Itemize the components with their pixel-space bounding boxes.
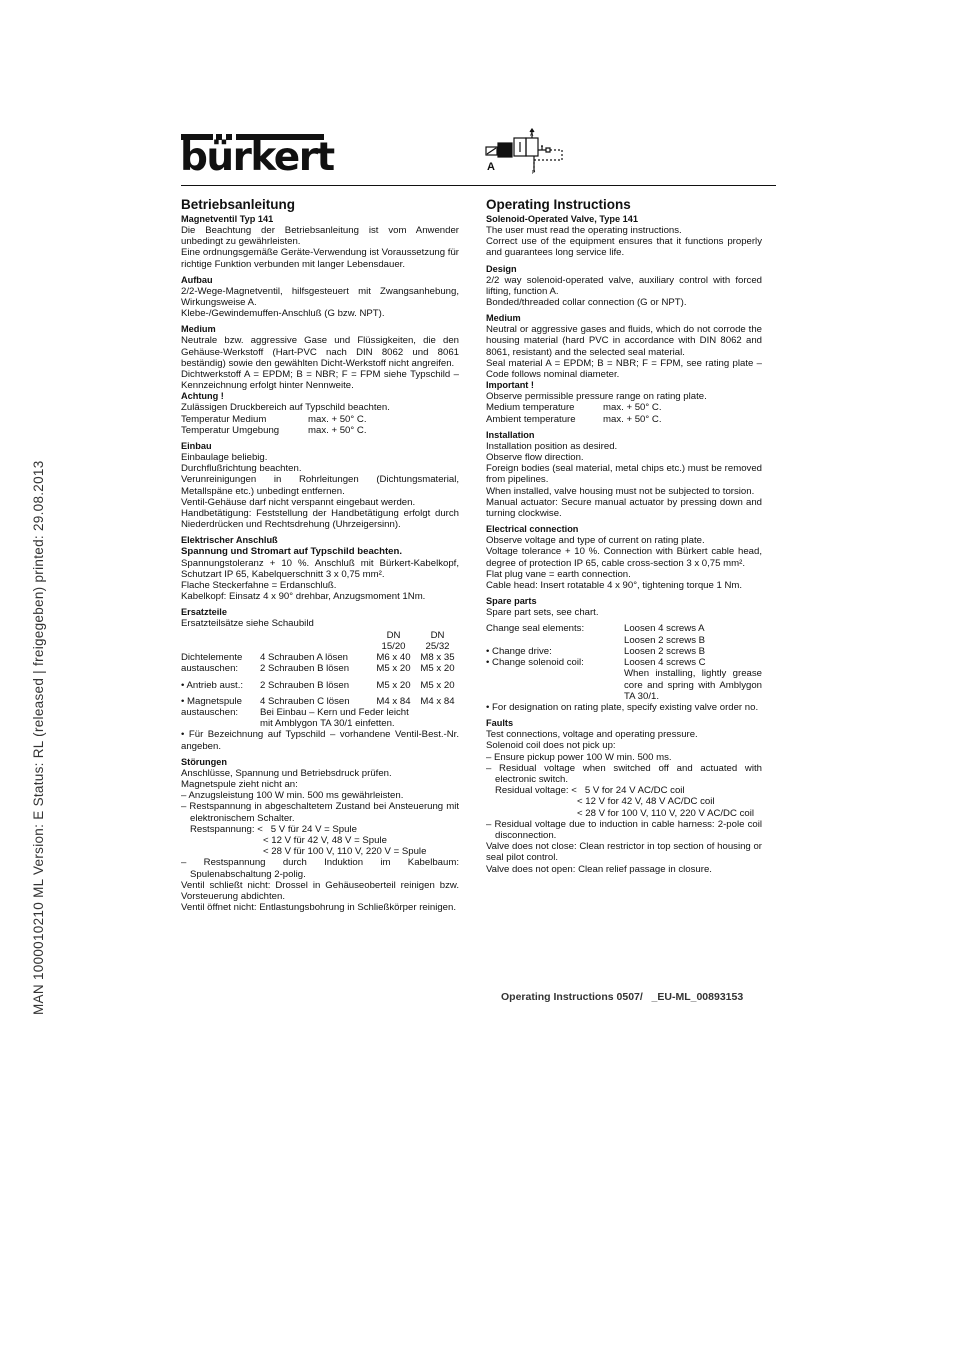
en-faults-l1: Test connections, voltage and operating pressure. bbox=[486, 729, 698, 741]
de-spare-row2-action: 2 Schrauben B lösen bbox=[260, 679, 350, 691]
valve-port-p-label: P bbox=[532, 170, 536, 174]
en-medium-text-1: Neutral or aggressive gases and fluids, which do not corrode the housing material (hard PVC in accordance with DIN 8062 and 8061, resistant) and the selected seal material. bbox=[486, 324, 762, 358]
de-aufbau-text-2: Klebe-/Gewindemuffen-Anschluß (G bzw. NPT). bbox=[181, 308, 385, 320]
de-spare-row3-v1: M4 x 84 bbox=[376, 695, 411, 707]
en-installation-text-4: When installed, valve housing must not be subjected to torsion. bbox=[486, 485, 755, 497]
de-spare-row3-label-b: austauschen: bbox=[181, 706, 239, 718]
de-spare-row1-v2b: M5 x 20 bbox=[420, 663, 455, 675]
en-spare-parts-table bbox=[486, 623, 762, 701]
de-achtung-text: Zulässigen Druckbereich auf Typschild beachten. bbox=[181, 402, 390, 414]
en-faults-l7: < 28 V for 100 V, 110 V, 220 V AC/DC coil bbox=[577, 807, 754, 819]
en-spare-r2-a: Loosen 2 screws B bbox=[624, 645, 706, 657]
en-faults-l8: – Residual voltage due to induction in cable harness: 2-pole coil disconnection. bbox=[486, 818, 762, 841]
de-einbau-text-2: Durchflußrichtung beachten. bbox=[181, 463, 302, 475]
de-spare-row1-v1a: M6 x 40 bbox=[376, 652, 411, 664]
de-elektrisch-heading: Elektrischer Anschluß bbox=[181, 535, 278, 546]
valve-function-symbol bbox=[484, 128, 568, 174]
en-faults-l2: Solenoid coil does not pick up: bbox=[486, 740, 616, 752]
de-temp-medium-value: max. + 50° C. bbox=[308, 413, 367, 425]
de-spare-row2-v1: M5 x 20 bbox=[376, 679, 411, 691]
en-installation-text-2: Observe flow direction. bbox=[486, 452, 584, 464]
de-einbau-text-3: Verunreinigungen in Rohrleitungen (Dichtungsmaterial, Metallspäne etc.) unbedingt entfernen. bbox=[181, 474, 459, 497]
de-stoerungen-l2: Magnetspule zieht nicht an: bbox=[181, 778, 298, 790]
de-temp-medium-label: Temperatur Medium bbox=[181, 413, 267, 425]
de-medium-heading: Medium bbox=[181, 324, 216, 335]
en-spare-r3-label: • Change solenoid coil: bbox=[486, 657, 584, 669]
en-faults-l5: Residual voltage: < 5 V for 24 V AC/DC coil bbox=[495, 785, 685, 797]
de-title: Betriebsanleitung bbox=[181, 197, 296, 212]
de-spare-row3-action-a: 4 Schrauben C lösen bbox=[260, 695, 350, 707]
de-spare-row3-v2: M4 x 84 bbox=[420, 695, 455, 707]
de-stoerungen-heading: Störungen bbox=[181, 756, 227, 767]
en-spare-note: • For designation on rating plate, specify existing valve order no. bbox=[486, 701, 759, 713]
de-elektrisch-text-3: Flache Steckerfahne = Erdanschluß. bbox=[181, 580, 337, 592]
en-electrical-heading: Electrical connection bbox=[486, 524, 579, 535]
de-aufbau-heading: Aufbau bbox=[181, 274, 213, 285]
en-design-heading: Design bbox=[486, 263, 517, 274]
de-spare-row1-action-a: 4 Schrauben A lösen bbox=[260, 652, 349, 664]
de-stoerungen-l5: Restspannung: < 5 V für 24 V = Spule bbox=[190, 823, 357, 835]
en-installation-text-1: Installation position as desired. bbox=[486, 440, 618, 452]
german-column bbox=[181, 197, 459, 913]
en-intro-1: The user must read the operating instructions. bbox=[486, 225, 682, 236]
de-spare-row1-v2a: M8 x 35 bbox=[420, 652, 455, 664]
de-stoerungen-l3: – Anzugsleistung 100 W min. 500 ms gewährleisten. bbox=[181, 790, 404, 802]
de-spare-row1-label-a: Dichtelemente bbox=[181, 652, 243, 664]
de-intro-2: Eine ordnungsgemäße Geräte-Verwendung ist Voraussetzung für richtige Funktion verbunden mit langer Lebensdauer. bbox=[181, 247, 459, 270]
de-ersatzteile-heading: Ersatzteile bbox=[181, 607, 227, 618]
en-electrical-text-1: Observe voltage and type of current on rating plate. bbox=[486, 535, 705, 547]
logo-wordmark: bürkert bbox=[180, 135, 334, 180]
de-dn-header-2: DN bbox=[430, 629, 445, 641]
de-stoerungen-l4: – Restspannung in abgeschaltetem Zustand bei Ansteuerung mit elektronischem Schalter. bbox=[181, 801, 459, 824]
document-footer: Operating Instructions 0507/ _EU-ML_00893153 bbox=[501, 991, 744, 1003]
de-aufbau-text-1: 2/2-Wege-Magnetventil, hilfsgesteuert mit Zwangsanhebung, Wirkungsweise A. bbox=[181, 285, 459, 309]
en-title: Operating Instructions bbox=[486, 197, 631, 212]
de-spare-note: • Für Bezeichnung auf Typschild – vorhandene Ventil-Best.-Nr. angeben. bbox=[181, 729, 459, 752]
de-stoerungen-l10: Ventil öffnet nicht: Entlastungsbohrung in Schließkörper reinigen. bbox=[181, 902, 457, 914]
de-einbau-text-1: Einbaulage beliebig. bbox=[181, 452, 268, 464]
de-einbau-heading: Einbau bbox=[181, 441, 212, 452]
header-rule bbox=[181, 185, 776, 186]
en-spare-r3-b: When installing, lightly grease core and spring with Amblygon TA 30/1. bbox=[624, 668, 762, 702]
de-spare-row3-label-a: • Magnetspule bbox=[181, 695, 242, 707]
en-installation-text-5: Manual actuator: Secure manual actuator by pressing down and turning clockwise. bbox=[486, 496, 762, 520]
de-achtung-heading: Achtung ! bbox=[181, 391, 224, 402]
en-important-heading: Important ! bbox=[486, 380, 534, 391]
de-intro-1: Die Beachtung der Betriebsanleitung ist vom Anwender unbedingt zu gewährleisten. bbox=[181, 225, 459, 248]
en-spare-r3-a: Loosen 4 screws C bbox=[624, 657, 706, 669]
en-medium-heading: Medium bbox=[486, 313, 521, 324]
en-electrical-text-3: Flat plug vane = earth connection. bbox=[486, 568, 631, 580]
en-faults-l10: Valve does not open: Clean relief passage in closure. bbox=[486, 863, 712, 875]
de-dn-size-1: 15/20 bbox=[381, 640, 406, 652]
document-metadata-vertical: MAN 1000010210 ML Version: E Status: RL (released | freigegeben) printed: 29.08.2013 bbox=[31, 460, 46, 1015]
en-design-text-1: 2/2 way solenoid-operated valve, auxiliary control with forced lifting, function A. bbox=[486, 274, 762, 297]
de-temp-ambient-value: max. + 50° C. bbox=[308, 424, 367, 436]
en-spare-r1-label: Change seal elements: bbox=[486, 623, 585, 635]
en-spare-heading: Spare parts bbox=[486, 596, 537, 607]
en-installation-heading: Installation bbox=[486, 429, 535, 440]
de-medium-text-1: Neutrale bzw. aggressive Gase und Flüssigkeiten, die den Gehäuse-Werkstoff (Hart-PVC nach DIN 8062 und 8061 beständig) sowie den gewählten Dicht-Werkstoff nicht angreifen. bbox=[181, 335, 459, 369]
en-spare-r1-a: Loosen 4 screws A bbox=[624, 623, 705, 635]
en-intro-2: Correct use of the equipment ensures that it functions properly and guarantees long service life. bbox=[486, 236, 762, 259]
en-temp-ambient-value: max. + 50° C. bbox=[603, 413, 662, 425]
en-electrical-text-2: Voltage tolerance + 10 %. Connection with Bürkert cable head, degree of protection IP 65, cable cross-section 3 x 0,75 mm². bbox=[486, 546, 762, 569]
de-spare-row1-v1b: M5 x 20 bbox=[376, 663, 411, 675]
de-dn-header-1: DN bbox=[386, 629, 401, 641]
burkert-logo bbox=[180, 134, 334, 180]
en-temp-medium-value: max. + 50° C. bbox=[603, 402, 662, 414]
en-faults-heading: Faults bbox=[486, 718, 514, 729]
valve-function-letter: A bbox=[487, 161, 495, 173]
de-einbau-text-5: Handbetätigung: Feststellung der Handbetätigung erfolgt durch Niederdrücken und Rechtsdrehung (Uhrzeigersinn). bbox=[181, 508, 459, 531]
en-faults-l4: – Residual voltage when switched off and actuated with electronic switch. bbox=[486, 762, 762, 785]
de-spare-row1-label-b: austauschen: bbox=[181, 663, 239, 675]
de-spare-row1-action-b: 2 Schrauben B lösen bbox=[260, 663, 350, 675]
de-subtitle: Magnetventil Typ 141 bbox=[181, 214, 274, 224]
de-stoerungen-l1: Anschlüsse, Spannung und Betriebsdruck prüfen. bbox=[181, 767, 392, 779]
en-electrical-text-4: Cable head: Insert rotatable 4 x 90°, tightening torque 1 Nm. bbox=[486, 580, 743, 592]
valve-port-a-label: A bbox=[530, 132, 534, 138]
en-spare-r2-label: • Change drive: bbox=[486, 645, 552, 657]
english-column bbox=[486, 197, 762, 875]
de-dn-size-2: 25/32 bbox=[425, 640, 450, 652]
de-spare-parts-table bbox=[181, 630, 459, 730]
de-stoerungen-l6: < 12 V für 42 V, 48 V = Spule bbox=[263, 834, 387, 846]
de-elektrisch-text-4: Kabelkopf: Einsatz 4 x 90° drehbar, Anzugsmoment 1Nm. bbox=[181, 591, 426, 603]
en-faults-l6: < 12 V for 42 V, 48 V AC/DC coil bbox=[577, 796, 715, 808]
de-medium-text-2: Dichtwerkstoff A = EPDM; B = NBR; F = FPM siehe Typschild – Kennzeichnung erfolgt hinter Nennweite. bbox=[181, 369, 459, 392]
en-installation-text-3: Foreign bodies (seal material, metal chips etc.) must be removed from pipelines. bbox=[486, 463, 762, 486]
en-temp-ambient-label: Ambient temperature bbox=[486, 413, 576, 425]
de-ersatzteile-intro: Ersatzteilsätze siehe Schaubild bbox=[181, 618, 314, 630]
de-stoerungen-l7: < 28 V für 100 V, 110 V, 220 V = Spule bbox=[263, 846, 427, 858]
en-important-text: Observe permissible pressure range on rating plate. bbox=[486, 391, 707, 403]
de-elektrisch-text-1: Spannung und Stromart auf Typschild beachten. bbox=[181, 546, 403, 558]
en-medium-text-2: Seal material A = EPDM; B = NBR; F = FPM, see rating plate – Code follows nominal diameter. bbox=[486, 357, 762, 381]
en-faults-l3: – Ensure pickup power 100 W min. 500 ms. bbox=[486, 751, 672, 763]
de-spare-row2-v2: M5 x 20 bbox=[420, 679, 455, 691]
en-design-text-2: Bonded/threaded collar connection (G or NPT). bbox=[486, 297, 687, 309]
en-faults-l9: Valve does not close: Clean restrictor in top section of housing or seal pilot control. bbox=[486, 841, 762, 864]
de-temp-ambient-label: Temperatur Umgebung bbox=[181, 424, 280, 436]
en-temp-medium-label: Medium temperature bbox=[486, 402, 575, 414]
de-spare-row2-label: • Antrieb aust.: bbox=[181, 679, 244, 691]
de-elektrisch-text-2: Spannungstoleranz + 10 %. Anschluß mit Bürkert-Kabelkopf, Schutzart IP 65, Kabelquerschnitt 3 x 0,75 mm². bbox=[181, 557, 459, 580]
de-einbau-text-4: Ventil-Gehäuse darf nicht verspannt eingebaut werden. bbox=[181, 496, 416, 508]
en-spare-r1-b: Loosen 2 screws B bbox=[624, 634, 706, 646]
de-stoerungen-l8: – Restspannung durch Induktion im Kabelbaum: Spulenabschaltung 2-polig. bbox=[181, 857, 459, 880]
de-stoerungen-l9: Ventil schließt nicht: Drossel in Gehäuseoberteil reinigen bzw. Vorsteuerung abdichten. bbox=[181, 879, 459, 902]
de-spare-row3-action-b: Bei Einbau – Kern und Feder leicht mit Amblygon TA 30/1 einfetten. bbox=[260, 706, 409, 730]
en-subtitle: Solenoid-Operated Valve, Type 141 bbox=[486, 214, 638, 224]
en-spare-intro: Spare part sets, see chart. bbox=[486, 607, 599, 619]
